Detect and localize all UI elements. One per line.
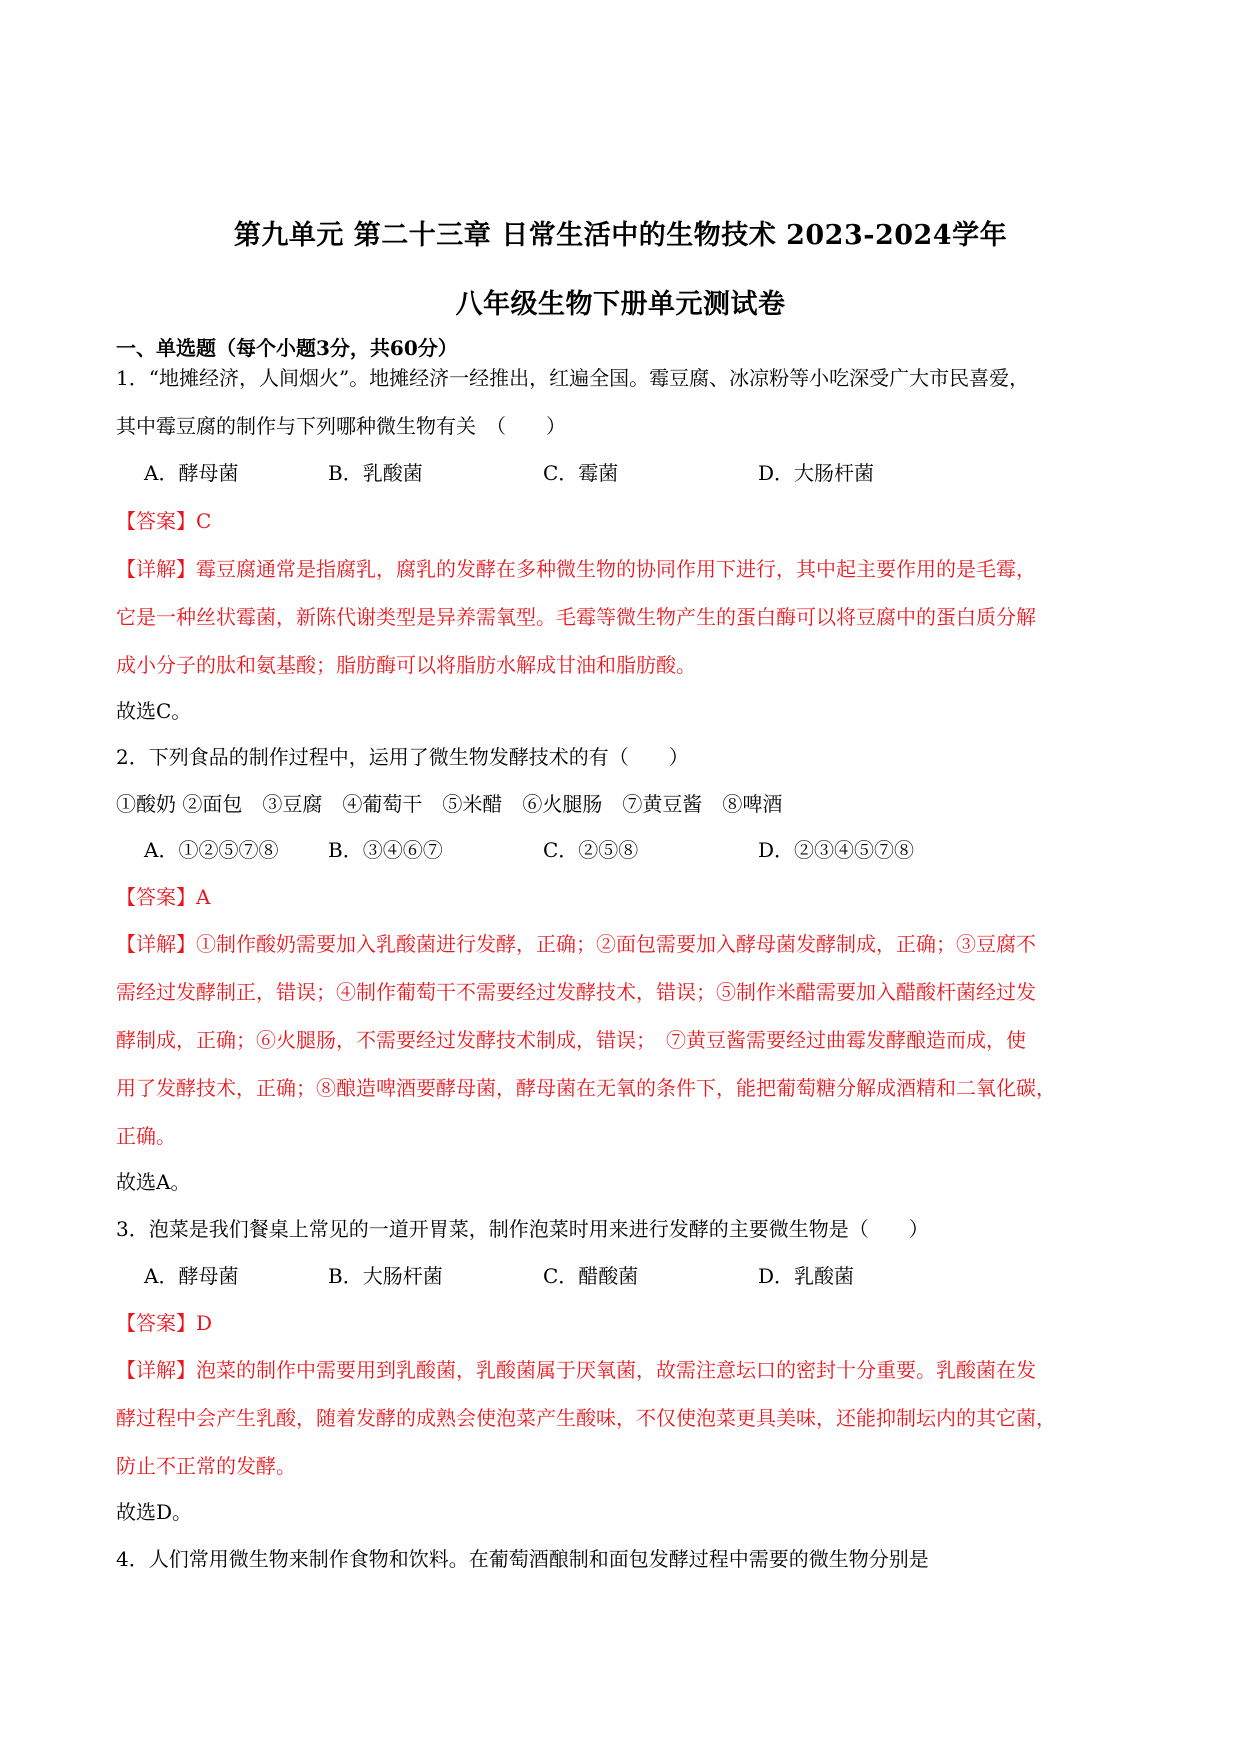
q1-option-a: A．酵母菌 [144, 461, 239, 485]
q1-explain-line-3: 成小分子的肽和氨基酸；脂肪酶可以将脂肪水解成甘油和脂肪酸。 [116, 653, 696, 677]
q2-stem-line-2: ①酸奶 ②面包 ③豆腐 ④葡萄干 ⑤米醋 ⑥火腿肠 ⑦黄豆酱 ⑧啤酒 [116, 792, 783, 816]
q3-explain-line-2: 酵过程中会产生乳酸，随着发酵的成熟会使泡菜产生酸味，不仅使泡菜更具美味，还能抑制坛内的其它菌， [116, 1406, 1056, 1430]
q3-answer: 【答案】D [116, 1311, 213, 1335]
q3-options [116, 1260, 1126, 1288]
q1-option-d: D．大肠杆菌 [758, 461, 875, 485]
q2-option-a: A．①②⑤⑦⑧ [144, 838, 279, 862]
q2-explain-line-4: 用了发酵技术，正确；⑧酿造啤酒要酵母菌，酵母菌在无氧的条件下，能把葡萄糖分解成酒精和二氧化碳， [116, 1076, 1056, 1100]
q2-option-b: B．③④⑥⑦ [328, 838, 443, 862]
q2-explain-line-5: 正确。 [116, 1124, 176, 1148]
q3-conclusion: 故选D。 [116, 1500, 193, 1524]
q1-option-c: C．霉菌 [543, 461, 619, 485]
q2-option-c: C．②⑤⑧ [543, 838, 639, 862]
q3-option-a: A．酵母菌 [144, 1264, 239, 1288]
q1-answer: 【答案】C [116, 509, 212, 533]
q1-conclusion: 故选C。 [116, 699, 192, 723]
q2-option-d: D．②③④⑤⑦⑧ [758, 838, 915, 862]
q3-explain-line-1: 【详解】泡菜的制作中需要用到乳酸菌，乳酸菌属于厌氧菌，故需注意坛口的密封十分重要。乳酸菌在发 [116, 1358, 1036, 1382]
q1-options [116, 457, 1126, 485]
q1-stem-line-2: 其中霉豆腐的制作与下列哪种微生物有关 （ ） [116, 414, 566, 438]
section-heading: 一、单选题（每个小题3分，共60分） [116, 336, 458, 360]
q3-option-c: C．醋酸菌 [543, 1264, 639, 1288]
q2-explain-line-3: 酵制成，正确；⑥火腿肠，不需要经过发酵技术制成，错误； ⑦黄豆酱需要经过曲霉发酵酿造而成，使 [116, 1028, 1026, 1052]
q2-stem-line-1: 2．下列食品的制作过程中，运用了微生物发酵技术的有（ ） [116, 745, 689, 769]
q2-answer: 【答案】A [116, 885, 211, 909]
q2-conclusion: 故选A。 [116, 1170, 191, 1194]
q1-explain-line-2: 它是一种丝状霉菌，新陈代谢类型是异养需氧型。毛霉等微生物产生的蛋白酶可以将豆腐中的蛋白质分解 [116, 605, 1036, 629]
q2-explain-line-2: 需经过发酵制正，错误；④制作葡萄干不需要经过发酵技术，错误；⑤制作米醋需要加入醋酸杆菌经过发 [116, 980, 1036, 1004]
document-title-line-2: 八年级生物下册单元测试卷 [455, 289, 786, 320]
q3-option-b: B．大肠杆菌 [328, 1264, 443, 1288]
q4-stem-line-1: 4．人们常用微生物来制作食物和饮料。在葡萄酒酿制和面包发酵过程中需要的微生物分别是 [116, 1547, 929, 1571]
q2-options [116, 834, 1126, 862]
q3-option-d: D．乳酸菌 [758, 1264, 855, 1288]
q1-stem-line-1: 1．“地摊经济，人间烟火”。地摊经济一经推出，红遍全国。霉豆腐、冰凉粉等小吃深受广大市民喜爱， [116, 366, 1030, 390]
q3-explain-line-3: 防止不正常的发酵。 [116, 1454, 296, 1478]
q3-stem-line-1: 3．泡菜是我们餐桌上常见的一道开胃菜，制作泡菜时用来进行发酵的主要微生物是（ ） [116, 1217, 929, 1241]
q2-explain-line-1: 【详解】①制作酸奶需要加入乳酸菌进行发酵，正确；②面包需要加入酵母菌发酵制成，正确；③豆腐不 [116, 932, 1036, 956]
q1-explain-line-1: 【详解】霉豆腐通常是指腐乳，腐乳的发酵在多种微生物的协同作用下进行，其中起主要作用的是毛霉， [116, 557, 1036, 581]
q1-option-b: B．乳酸菌 [328, 461, 423, 485]
document-title-line-1: 第九单元 第二十三章 日常生活中的生物技术 2023-2024学年 [233, 220, 1008, 251]
